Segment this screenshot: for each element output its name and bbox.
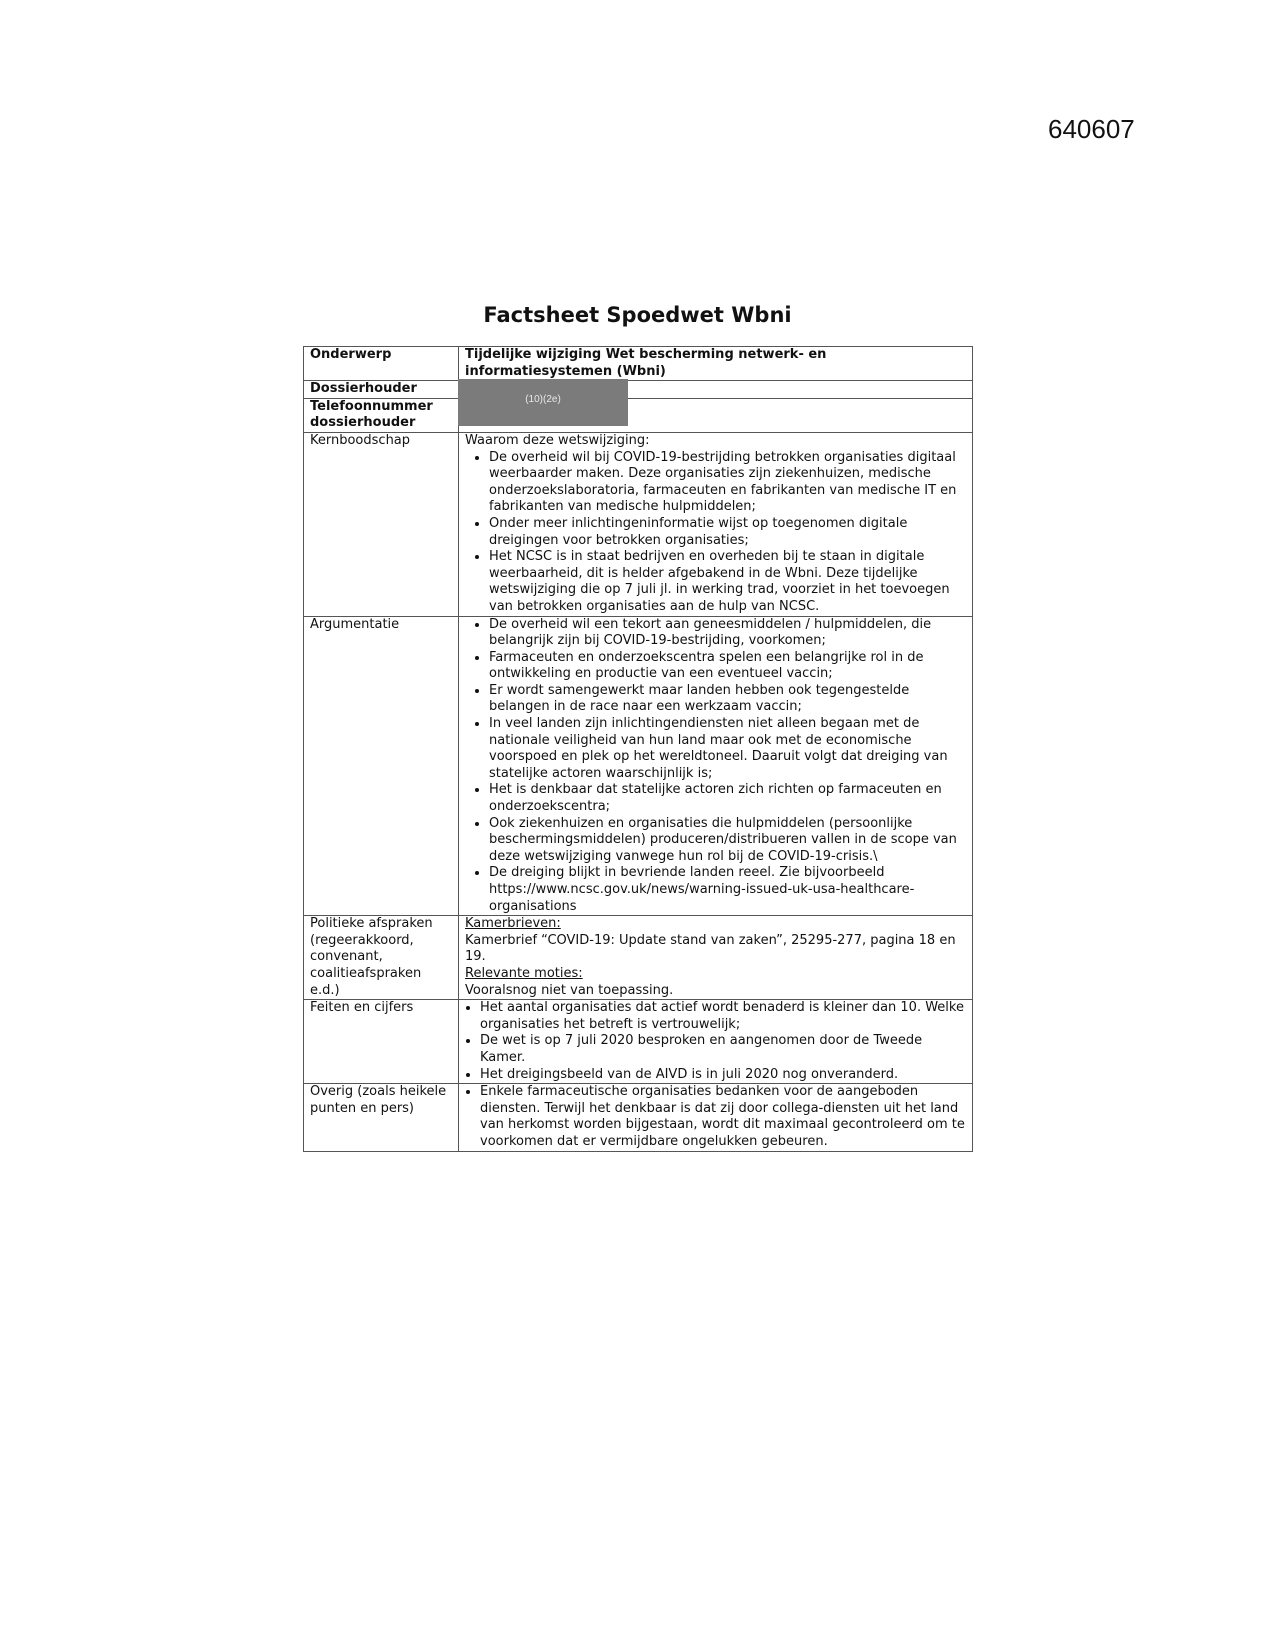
row-feiten <box>304 1000 973 1084</box>
list-item: • De overheid wil een tekort aan geneesmiddelen / hulpmiddelen, die belangrijk zijn bij COVID-19-bestrijding, voorkomen; <box>489 617 966 650</box>
row-onderwerp <box>304 347 973 381</box>
label-dossierhouder: Dossierhouder <box>304 381 459 399</box>
moties-text: Vooralsnog niet van toepassing. <box>465 982 674 998</box>
label-telefoon: Telefoonnummer dossierhouder <box>304 398 459 432</box>
kamerbrieven-heading: Kamerbrieven: <box>465 916 561 932</box>
label-argumentatie: Argumentatie <box>304 616 459 916</box>
list-item: • Het aantal organisaties dat actief wordt benaderd is kleiner dan 10. Welke organisaties het betreft is vertrouwelijk; <box>480 1000 966 1033</box>
list-item: • De dreiging blijkt in bevriende landen reeel. Zie bijvoorbeeld https://www.ncsc.gov.uk/news/warning-issued-uk-usa-healthcare-organisations <box>489 865 966 915</box>
list-item: • Het dreigingsbeeld van de AIVD is in juli 2020 nog onveranderd. <box>480 1067 966 1084</box>
list-item: • Farmaceuten en onderzoekscentra spelen een belangrijke rol in de ontwikkeling en productie van een eventueel vaccin; <box>489 650 966 683</box>
label-politiek: Politieke afspraken (regeerakkoord, convenant, coalitieafspraken e.d.) <box>304 916 459 1000</box>
list-item: • Het NCSC is in staat bedrijven en overheden bij te staan in digitale weerbaarheid, dit is helder afgebakend in de Wbni. Deze tijdelijke wetswijziging die op 7 juli jl. in werking trad, voorziet in het toevoegen van betrokken organisaties aan de hulp van NCSC. <box>489 549 966 615</box>
list-item: • Er wordt samengewerkt maar landen hebben ook tegengestelde belangen in de race naar een werkzaam vaccin; <box>489 683 966 716</box>
label-onderwerp: Onderwerp <box>304 347 459 381</box>
row-kernboodschap <box>304 432 973 616</box>
list-item: • Onder meer inlichtingeninformatie wijst op toegenomen digitale dreigingen voor betrokken organisaties; <box>489 516 966 549</box>
value-argumentatie <box>459 616 973 916</box>
list-item: • Enkele farmaceutische organisaties bedanken voor de aangeboden diensten. Terwijl het denkbaar is dat zij door collega-diensten uit het land van herkomst worden bijgestaan, wordt dit maximaal gecontroleerd om te voorkomen dat er vermijdbare ongelukken gebeuren. <box>480 1084 966 1150</box>
overig-list <box>465 1084 966 1150</box>
argumentatie-list <box>465 617 966 916</box>
row-argumentatie <box>304 616 973 916</box>
moties-heading: Relevante moties: <box>465 965 583 981</box>
value-feiten <box>459 1000 973 1084</box>
feiten-list <box>465 1000 966 1083</box>
row-dossierhouder <box>304 381 973 399</box>
row-telefoon <box>304 398 973 432</box>
document-number: 640607 <box>1048 114 1135 144</box>
factsheet-table <box>303 346 973 1152</box>
list-item: • Het is denkbaar dat statelijke actoren zich richten op farmaceuten en onderzoekscentra; <box>489 782 966 815</box>
label-overig: Overig (zoals heikele punten en pers) <box>304 1084 459 1151</box>
label-feiten: Feiten en cijfers <box>304 1000 459 1084</box>
redaction-box: (10)(2e) <box>458 379 628 426</box>
row-politiek <box>304 916 973 1000</box>
value-onderwerp: Tijdelijke wijziging Wet bescherming netwerk- en informatiesystemen (Wbni) <box>459 347 973 381</box>
kernboodschap-intro: Waarom deze wetswijziging: <box>465 432 650 448</box>
list-item: • In veel landen zijn inlichtingendiensten niet alleen begaan met de nationale veiligheid van hun land maar ook met de economische voorspoed en plek op het wereldtoneel. Daaruit volgt dat dreiging van statelijke actoren waarschijnlijk is; <box>489 716 966 782</box>
list-item: • Ook ziekenhuizen en organisaties die hulpmiddelen (persoonlijke beschermingsmiddelen) produceren/distribueren vallen in de scope van deze wetswijziging vanwege hun rol bij de COVID-19-crisis.\ <box>489 816 966 866</box>
kernboodschap-list <box>465 450 966 616</box>
label-kernboodschap: Kernboodschap <box>304 432 459 616</box>
value-overig <box>459 1084 973 1151</box>
value-kernboodschap <box>459 432 973 616</box>
list-item: • De wet is op 7 juli 2020 besproken en aangenomen door de Tweede Kamer. <box>480 1033 966 1066</box>
kamerbrief-text: Kamerbrief “COVID-19: Update stand van zaken”, 25295-277, pagina 18 en 19. <box>465 932 956 965</box>
page-title: Factsheet Spoedwet Wbni <box>483 303 792 327</box>
value-politiek <box>459 916 973 1000</box>
list-item: • De overheid wil bij COVID-19-bestrijding betrokken organisaties digitaal weerbaarder maken. Deze organisaties zijn ziekenhuizen, medische onderzoekslaboratoria, farmaceuten en fabrikanten van medische IT en fabrikanten van medische hulpmiddelen; <box>489 450 966 516</box>
row-overig <box>304 1084 973 1151</box>
